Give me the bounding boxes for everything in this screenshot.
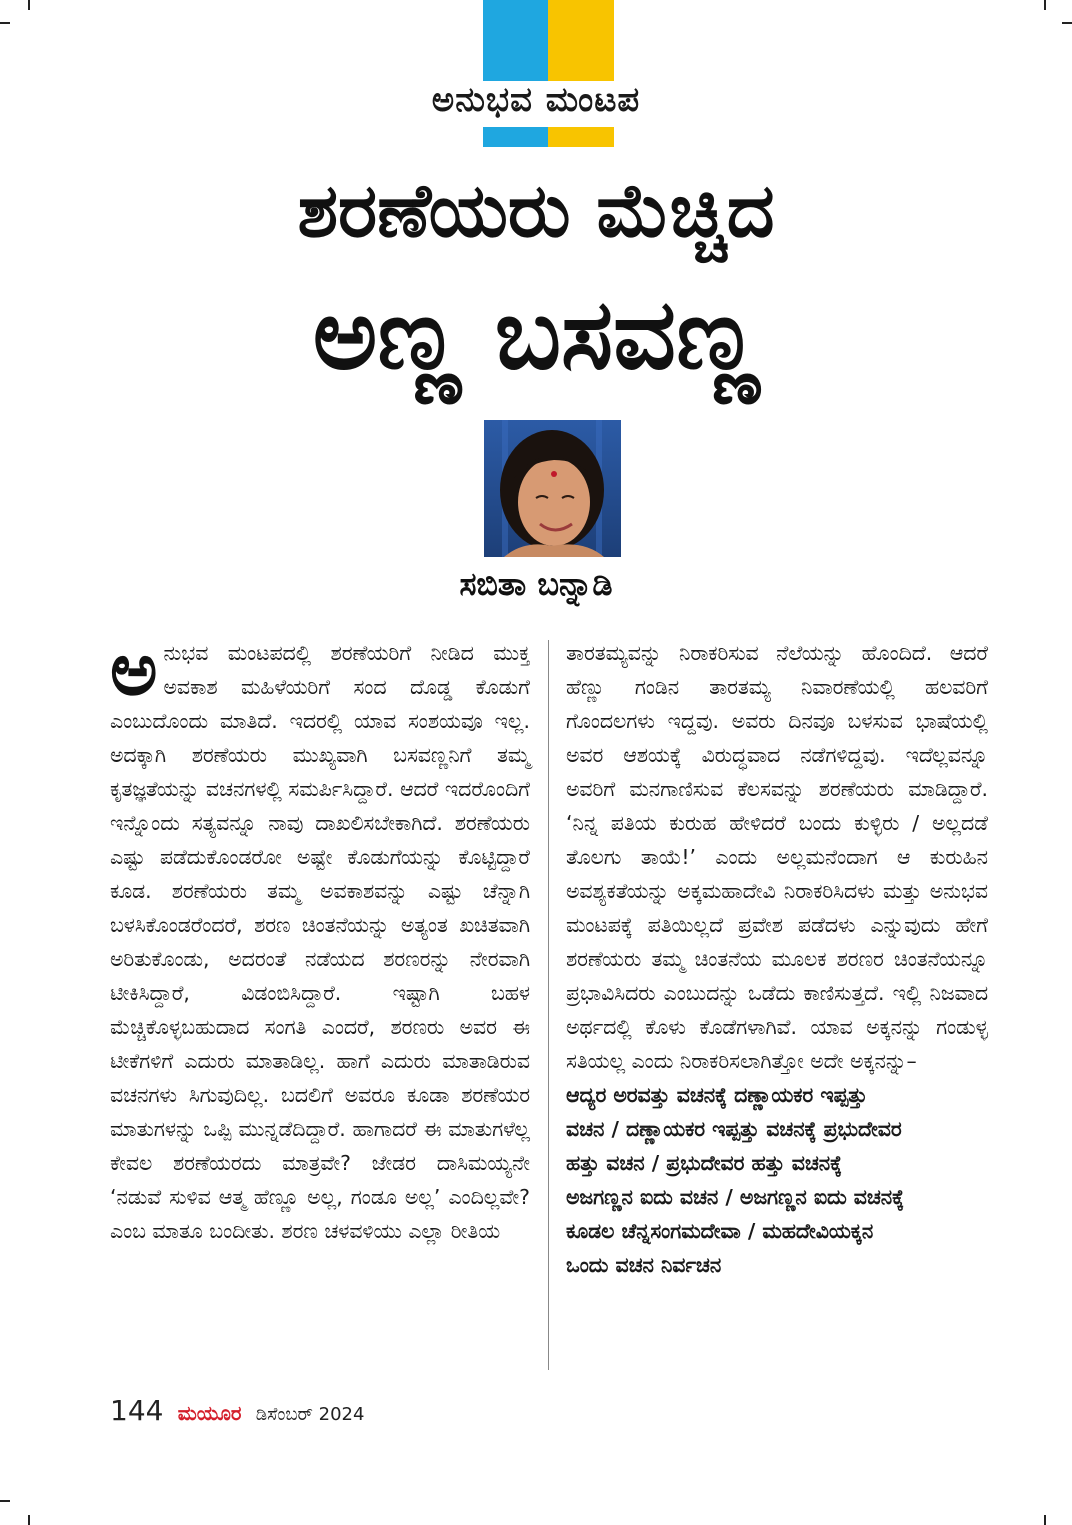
article-body-left <box>110 627 530 1248</box>
drop-cap: ಅ <box>110 627 158 711</box>
article-body-right <box>566 636 988 1282</box>
magazine-name: ಮಯೂರ <box>177 1401 242 1425</box>
author-photo <box>484 420 621 557</box>
author-name: ಸಬಿತಾ ಬನ್ನಾಡಿ <box>459 565 613 603</box>
crop-mark <box>0 22 10 24</box>
crop-mark <box>0 1500 10 1502</box>
crop-mark <box>28 0 30 10</box>
left-column-text: ನುಭವ ಮಂಟಪದಲ್ಲಿ ಶರಣೆಯರಿಗೆ ನೀಡಿದ ಮುಕ್ತ ಅವಕಾಶ ಮಹಿಳೆಯರಿಗೆ ಸಂದ ದೊಡ್ಡ ಕೊಡುಗೆ ಎಂಬುದೊಂದು ಮಾತಿದೆ. ಇದರಲ್ಲಿ ಯಾವ ಸಂಶಯವೂ ಇಲ್ಲ. ಅದಕ್ಕಾಗಿ ಶರಣೆಯರು ಮುಖ್ಯವಾಗಿ ಬಸವಣ್ಣನಿಗೆ ತಮ್ಮ ಕೃತಜ್ಞತೆಯನ್ನು ವಚನಗಳಲ್ಲಿ ಸಮರ್ಪಿಸಿದ್ದಾರೆ. ಆದರೆ ಇದರೊಂದಿಗೆ ಇನ್ನೊಂದು ಸತ್ಯವನ್ನೂ ನಾವು ದಾಖಲಿಸಬೇಕಾಗಿದೆ. ಶರಣೆಯರು ಎಷ್ಟು ಪಡೆದುಕೊಂಡರೋ ಅಷ್ಟೇ ಕೊಡುಗೆಯನ್ನು ಕೊಟ್ಟಿದ್ದಾರೆ ಕೂಡ. ಶರಣೆಯರು ತಮ್ಮ ಅವಕಾಶವನ್ನು ಎಷ್ಟು ಚೆನ್ನಾಗಿ ಬಳಸಿಕೊಂಡರೆಂದರೆ, ಶರಣ ಚಿಂತನೆಯನ್ನು ಅತ್ಯಂತ ಖಚಿತವಾಗಿ ಅರಿತುಕೊಂಡು, ಅದರಂತೆ ನಡೆಯದ ಶರಣರನ್ನು ನೇರವಾಗಿ ಟೀಕಿಸಿದ್ದಾರೆ, ವಿಡಂಬಿಸಿದ್ದಾರೆ. ಇಷ್ಟಾಗಿ ಬಹಳ ಮೆಚ್ಚಿಕೊಳ್ಳಬಹುದಾದ ಸಂಗತಿ ಎಂದರೆ, ಶರಣರು ಅವರ ಈ ಟೀಕೆಗಳಿಗೆ ಎದುರು ಮಾತಾಡಿಲ್ಲ. ಹಾಗೆ ಎದುರು ಮಾತಾಡಿರುವ ವಚನಗಳು ಸಿಗುವುದಿಲ್ಲ. ಬದಲಿಗೆ ಅವರೂ ಕೂಡಾ ಶರಣೆಯರ ಮಾತುಗಳನ್ನು ಒಪ್ಪಿ ಮುನ್ನಡೆದಿದ್ದಾರೆ. ಹಾಗಾದರೆ ಈ ಮಾತುಗಳೆಲ್ಲ ಕೇವಲ ಶರಣೆಯರದು ಮಾತ್ರವೇ? ಜೇಡರ ದಾಸಿಮಯ್ಯನೇ ‘ನಡುವೆ ಸುಳಿವ ಆತ್ಮ ಹೆಣ್ಣೂ ಅಲ್ಲ, ಗಂಡೂ ಅಲ್ಲ’ ಎಂದಿಲ್ಲವೇ? ಎಂಬ ಮಾತೂ ಬಂದೀತು. ಶರಣ ಚಳವಳಿಯು ಎಲ್ಲಾ ರೀತಿಯ <box>110 641 530 1243</box>
issue-date: ಡಿಸೆಂಬರ್ 2024 <box>255 1404 365 1425</box>
right-column-text: ತಾರತಮ್ಯವನ್ನು ನಿರಾಕರಿಸುವ ನೆಲೆಯನ್ನು ಹೊಂದಿದೆ. ಆದರೆ ಹೆಣ್ಣು ಗಂಡಿನ ತಾರತಮ್ಯ ನಿವಾರಣೆಯಲ್ಲಿ ಹಲವರಿಗೆ ಗೊಂದಲಗಳು ಇದ್ದವು. ಅವರು ದಿನವೂ ಬಳಸುವ ಭಾಷೆಯಲ್ಲಿ ಅವರ ಆಶಯಕ್ಕೆ ವಿರುದ್ಧವಾದ ನಡೆಗಳಿದ್ದವು. ಇದೆಲ್ಲವನ್ನೂ ಅವರಿಗೆ ಮನಗಾಣಿಸುವ ಕೆಲಸವನ್ನು ಶರಣೆಯರು ಮಾಡಿದ್ದಾರೆ. ‘ನಿನ್ನ ಪತಿಯ ಕುರುಹ ಹೇಳಿದರೆ ಬಂದು ಕುಳ್ಳಿರು / ಅಲ್ಲದಡೆ ತೊಲಗು ತಾಯೆ!’ ಎಂದು ಅಲ್ಲಮನೆಂದಾಗ ಆ ಕುರುಹಿನ ಅವಶ್ಯಕತೆಯನ್ನು ಅಕ್ಕಮಹಾದೇವಿ ನಿರಾಕರಿಸಿದಳು ಮತ್ತು ಅನುಭವ ಮಂಟಪಕ್ಕೆ ಪತಿಯಿಲ್ಲದೆ ಪ್ರವೇಶ ಪಡೆದಳು ಎನ್ನುವುದು ಹೇಗೆ ಶರಣೆಯರು ತಮ್ಮ ಚಿಂತನೆಯ ಮೂಲಕ ಶರಣರ ಚಿಂತನೆಯನ್ನೂ ಪ್ರಭಾವಿಸಿದರು ಎಂಬುದನ್ನು ಒಡೆದು ಕಾಣಿಸುತ್ತದೆ. ಇಲ್ಲಿ ನಿಜವಾದ ಅರ್ಥದಲ್ಲಿ ಕೊಳು ಕೊಡೆಗಳಾಗಿವೆ. ಯಾವ ಅಕ್ಕನನ್ನು ಗಂಡುಳ್ಳ ಸತಿಯಲ್ಲ ಎಂದು ನಿರಾಕರಿಸಲಾಗಿತ್ತೋ ಅದೇ ಅಕ್ಕನನ್ನು– <box>566 641 988 1073</box>
logo-blue-block <box>483 0 548 81</box>
section-name: ಅನುಭವ ಮಂಟಪ <box>431 80 641 120</box>
vachana-title-line: ಅಜಗಣ್ಣನ ಐದು ವಚನ / ಅಜಗಣ್ಣನ ಐದು ವಚನಕ್ಕೆ <box>566 1185 905 1209</box>
column-divider <box>548 640 549 1370</box>
logo-yellow-block <box>548 0 614 81</box>
logo-yellow-bar <box>548 127 614 147</box>
crop-mark <box>1044 0 1046 10</box>
vachana-title-line: ಆದ್ಯರ ಅರವತ್ತು ವಚನಕ್ಕೆ ದಣ್ಣಾಯಕರ ಇಪ್ಪತ್ತು <box>566 1083 868 1107</box>
crop-mark <box>1044 1515 1046 1525</box>
article-title-line1: ಶರಣೆಯರು ಮೆಚ್ಚಿದ <box>297 168 775 254</box>
page-number: 144 <box>110 1394 164 1427</box>
vachana-title-line: ವಚನ / ದಣ್ಣಾಯಕರ ಇಪ್ಪತ್ತು ವಚನಕ್ಕೆ ಪ್ರಭುದೇವರ <box>566 1117 902 1141</box>
page-footer <box>110 1394 364 1427</box>
crop-mark <box>1062 22 1072 24</box>
crop-mark <box>28 1515 30 1525</box>
vachana-title-line: ಒಂದು ವಚನ ನಿರ್ವಚನ <box>566 1253 722 1277</box>
vachana-titles <box>566 1078 988 1282</box>
article-title-line2: ಅಣ್ಣ ಬಸವಣ್ಣ <box>312 278 760 392</box>
vachana-title-line: ಹತ್ತು ವಚನ / ಪ್ರಭುದೇವರ ಹತ್ತು ವಚನಕ್ಕೆ <box>566 1151 843 1175</box>
logo-blue-bar <box>483 127 548 147</box>
vachana-title-line: ಕೂಡಲ ಚೆನ್ನಸಂಗಮದೇವಾ / ಮಹದೇವಿಯಕ್ಕನ <box>566 1219 874 1243</box>
